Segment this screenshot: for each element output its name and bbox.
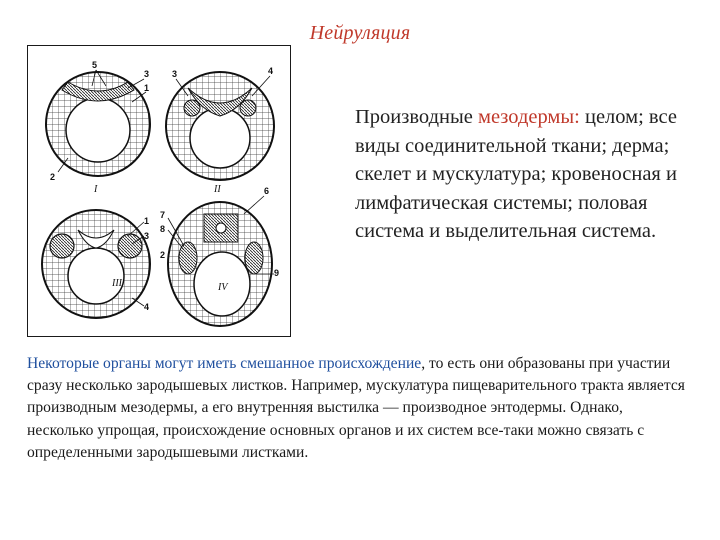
paragraph-body: , то есть они образованы при участии сразу несколько зародышевых листков. Например, мускулатура пищеварительного тракта является производным мезодермы, а его внутренняя выстилка — производное энтодермы. Однако, несколько упрощая, происхождение основных органов и их систем все-таки можно связать с определенными зародышевыми листками. [27,355,685,461]
label-7: 7 [160,210,166,220]
label-stage-iv: IV [218,282,228,293]
label-3c: 3 [144,231,150,241]
derivatives-accent: мезодермы: [477,106,580,128]
stage-4-embryo [168,202,272,326]
label-1a: 1 [144,83,150,93]
mesoderm-derivatives-text [355,103,685,246]
label-1b: 1 [144,216,150,226]
label-6: 6 [264,186,270,196]
mixed-origin-paragraph [27,353,692,464]
label-stage-ii: II [214,184,221,195]
paragraph-accent: Некоторые органы могут иметь смешанное происхождение [27,355,422,372]
neurulation-diagram [28,46,290,336]
derivatives-body: целом; все виды соединительной ткани; дерма; скелет и мускулатура; кровеносная и лимфатическая системы; половая система и выделительная система. [355,106,677,242]
label-4a: 4 [268,66,274,76]
label-9: 9 [274,268,280,278]
neurulation-figure [27,45,291,337]
label-5: 5 [92,60,98,70]
stage-3-embryo [42,210,150,318]
label-stage-i: I [94,184,98,195]
stage-1-embryo [46,72,150,176]
label-8: 8 [160,224,166,234]
label-2a: 2 [50,172,56,182]
derivatives-prefix: Производные [355,106,478,128]
label-stage-iii: III [112,278,122,289]
slide-title: Нейруляция [309,22,411,44]
label-4b: 4 [144,302,150,312]
label-2b: 2 [160,250,166,260]
label-3b: 3 [172,69,178,79]
label-3a: 3 [144,69,150,79]
